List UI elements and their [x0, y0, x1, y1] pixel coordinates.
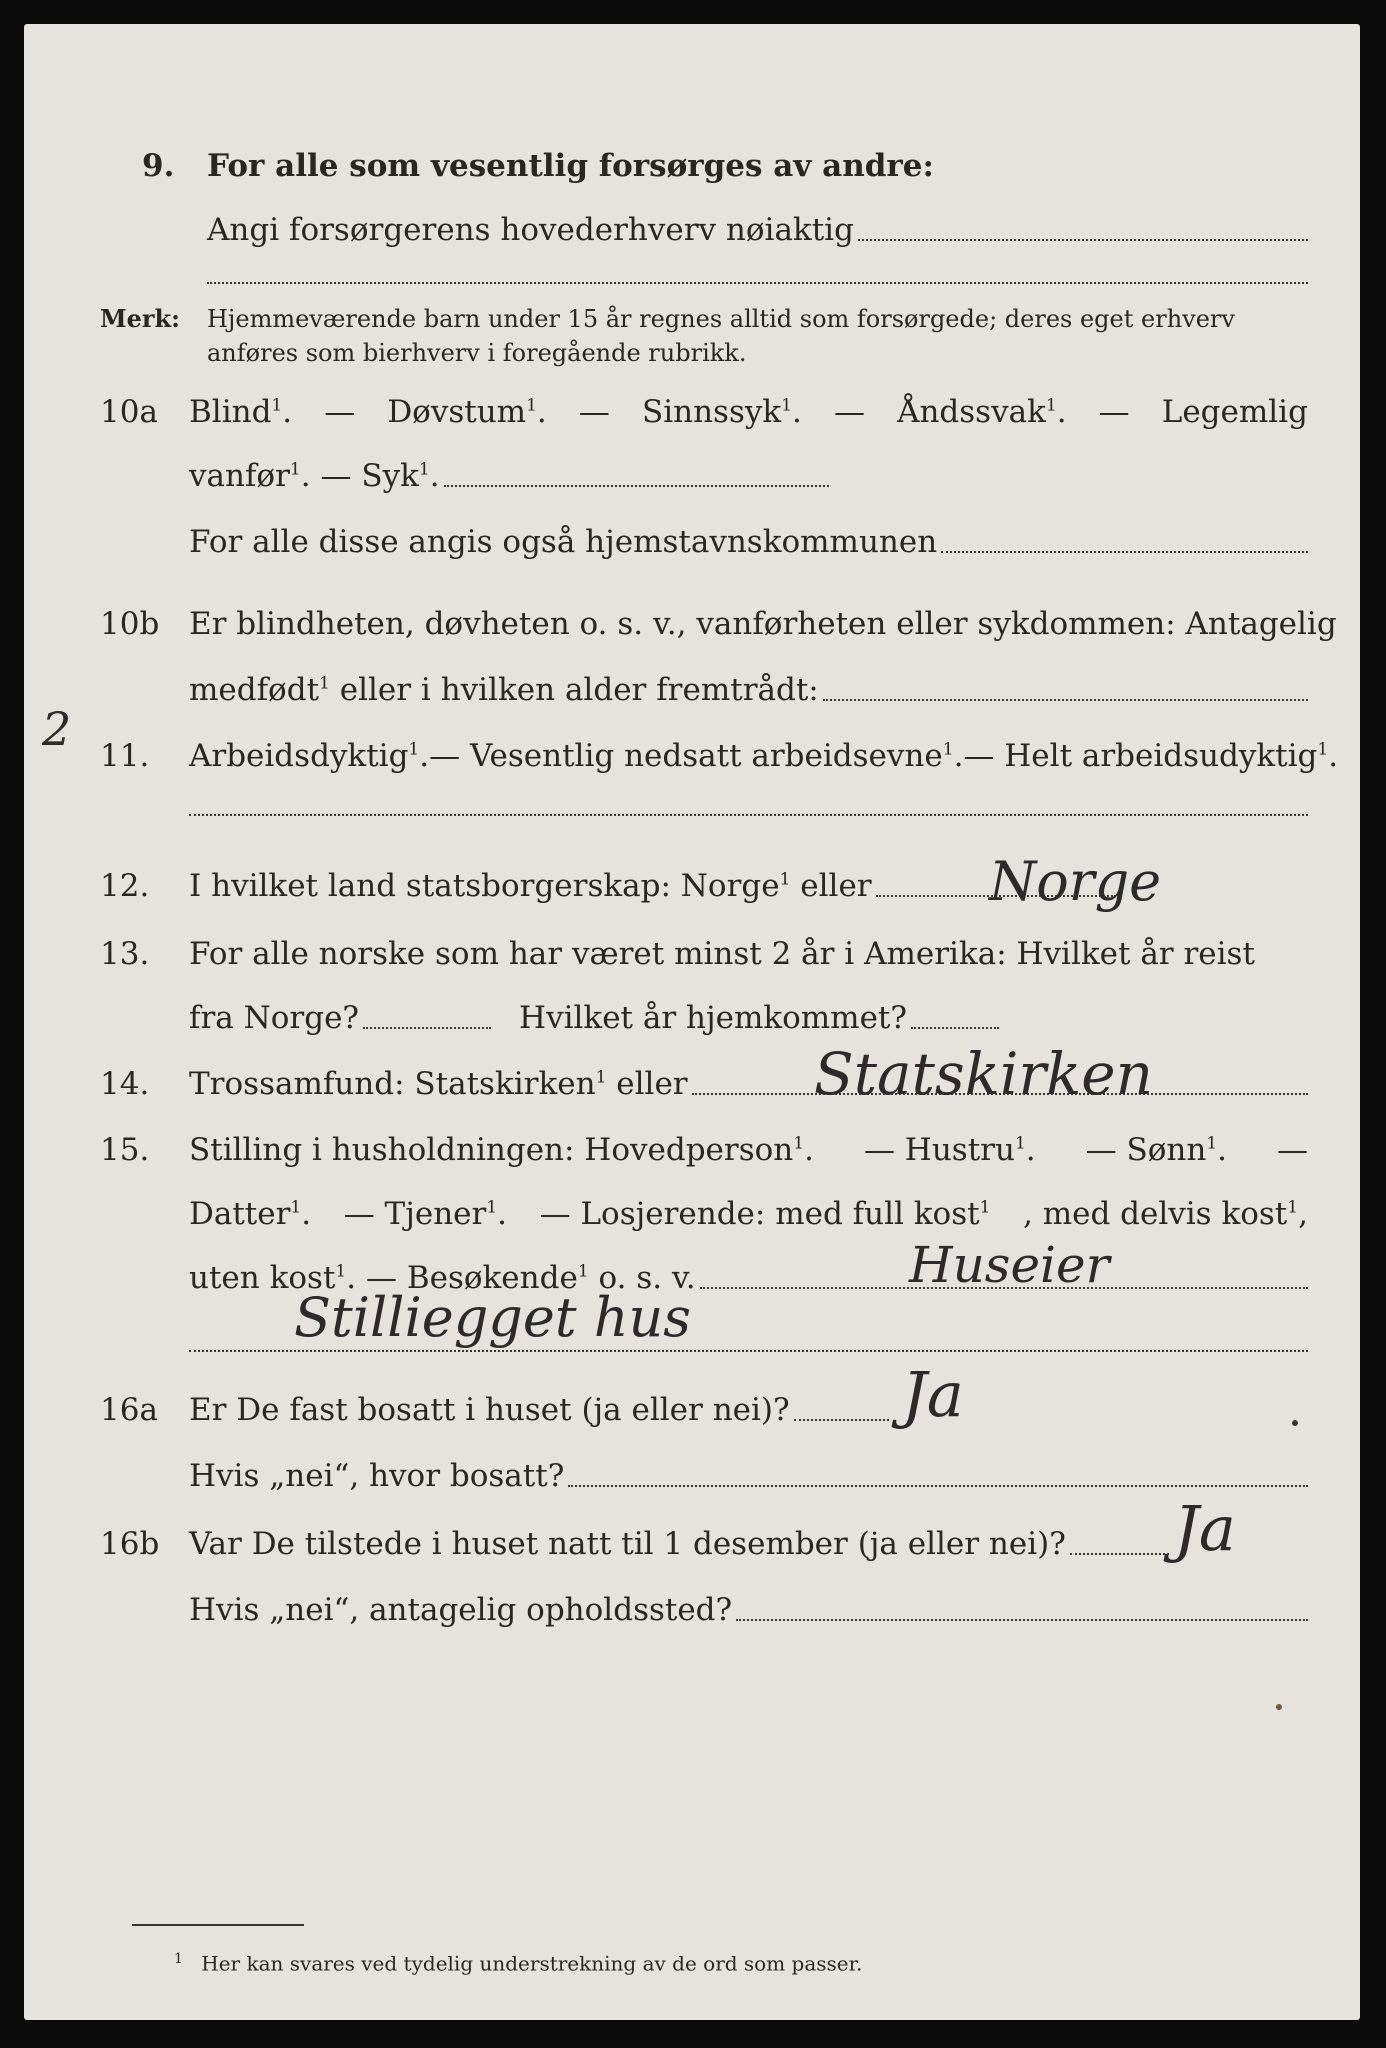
q10a-field[interactable]: vanfør$^1$. — Syk$^1$. — [189, 456, 829, 496]
q10b-answer-line — [823, 699, 1308, 701]
q12-handwritten-answer: Norge — [989, 850, 1162, 913]
option-losjerende-full-kost[interactable]: — Losjerende: med full kost$^1$ — [539, 1196, 991, 1232]
option-sinnssyk[interactable]: Sinnssyk$^1$. — [641, 394, 802, 430]
q16a-question: Er De fast bosatt i huset (ja eller nei)? — [189, 1392, 790, 1428]
q16b-opholdssted-line — [736, 1619, 1308, 1621]
q15-handwritten-answer-1: Huseier — [909, 1236, 1110, 1294]
q16b-opholdssted-field[interactable] — [189, 1590, 1308, 1630]
q13-reist-line — [363, 1027, 491, 1029]
footnote-text: Her kan svares ved tydelig understrekning av de ord som passer. — [201, 1951, 863, 1976]
q11-options — [189, 736, 1339, 776]
q11-number: 11. — [100, 738, 150, 774]
q16a-answer-line — [794, 1419, 889, 1421]
q9-field[interactable] — [207, 210, 1308, 250]
q16a-bosatt-question: Hvis „nei“, hvor bosatt? — [189, 1458, 565, 1494]
q11-answer-line — [189, 814, 1308, 816]
q9-answer-line-2 — [207, 282, 1308, 284]
option-hovedperson[interactable]: Stilling i husholdningen: Hovedperson$^1$. — [189, 1132, 814, 1168]
q9-title: For alle som vesentlig forsørges av andre: — [207, 148, 934, 184]
q15-number: 15. — [100, 1132, 150, 1168]
option-dovstum[interactable]: Døvstum$^1$. — [387, 394, 547, 430]
q15-osv: o. s. v. — [598, 1260, 696, 1296]
q10a-hjemstavn-line — [941, 551, 1308, 553]
q12-number: 12. — [100, 868, 150, 904]
footnote-mark: 1 — [174, 1951, 183, 1967]
q13-hjemkommet-question: Hvilket år hjemkommet? — [519, 1000, 908, 1036]
footnote-rule — [132, 1924, 304, 1926]
q15-handwritten-answer-2: Stilliegget hus — [294, 1286, 691, 1349]
q15-answer-line-2 — [189, 1350, 1308, 1352]
q15-options-2 — [189, 1194, 1308, 1234]
option-besokende: — Besøkende$^1$ — [365, 1260, 589, 1296]
q12-question: I hvilket land statsborgerskap: Norge$^1$ — [189, 868, 791, 904]
option-delvis-kost[interactable]: , med delvis kost$^1$, — [1023, 1196, 1308, 1232]
q13-hjemkommet-line — [911, 1027, 999, 1029]
paper-spot — [1276, 1704, 1282, 1710]
q10a-hjemstavn-question: For alle disse angis også hjemstavnskommunen — [189, 524, 938, 560]
q16b-number: 16b — [100, 1526, 160, 1562]
q14-eller: eller — [616, 1066, 688, 1102]
q10a-hjemstavn-field[interactable] — [189, 522, 1308, 562]
q12-eller: eller — [800, 868, 872, 904]
option-blind[interactable]: Blind$^1$. — [189, 394, 293, 430]
q16b-answer-line — [1070, 1553, 1169, 1555]
merk-label: Merk: — [100, 304, 180, 333]
q9-answer-line — [858, 239, 1308, 241]
census-form-page — [24, 24, 1360, 2020]
q10a-options: Blind$^1$. — Døvstum$^1$. — Sinnssyk$^1$. — Åndssvak$^1$. — Legemlig — [189, 394, 1308, 430]
ink-dot — [1292, 1420, 1298, 1426]
option-sonn[interactable]: — Sønn$^1$. — [1085, 1132, 1228, 1168]
q16a-bosatt-field[interactable] — [189, 1456, 1308, 1496]
q14-handwritten-answer: Statskirken — [814, 1040, 1153, 1108]
option-vesentlig-nedsatt[interactable]: — Vesentlig nedsatt arbeidsevne$^1$. — [429, 738, 964, 774]
q10b-number: 10b — [100, 606, 160, 642]
footnote — [174, 1946, 862, 1977]
option-arbeidsdyktig[interactable]: Arbeidsdyktig$^1$. — [189, 738, 430, 774]
q16a-handwritten-answer: Ja — [902, 1358, 964, 1431]
q13-number: 13. — [100, 936, 150, 972]
option-helt-arbeidsudyktig[interactable]: — Helt arbeidsudyktig$^1$. — [963, 738, 1339, 774]
q9-number: 9. — [142, 148, 175, 184]
q16b-question: Var De tilstede i huset natt til 1 desember (ja eller nei)? — [189, 1526, 1066, 1562]
option-hustru[interactable]: — Hustru$^1$. — [863, 1132, 1036, 1168]
option-syk: Syk$^1$. — [361, 458, 440, 494]
q10a-number: 10a — [100, 394, 158, 430]
option-tjener[interactable]: — Tjener$^1$. — [343, 1196, 508, 1232]
q16b-handwritten-answer: Ja — [1174, 1492, 1236, 1565]
q10a-answer-line — [444, 485, 829, 487]
q14-number: 14. — [100, 1066, 150, 1102]
option-legemlig[interactable]: Legemlig — [1161, 394, 1308, 430]
option-datter[interactable]: Datter$^1$. — [189, 1196, 312, 1232]
merk-text-2: anføres som bierhverv i foregående rubrikk. — [207, 339, 747, 367]
q15-options-1: Stilling i husholdningen: Hovedperson$^1$. — Hustru$^1$. — Sønn$^1$. — — [189, 1132, 1308, 1168]
option-vanfor: vanfør$^1$. — [189, 458, 311, 494]
q13-reist-question: fra Norge? — [189, 1000, 360, 1036]
option-andssvak[interactable]: Åndssvak$^1$. — [897, 394, 1067, 430]
q10b-question-2: eller i hvilken alder fremtrådt: — [339, 672, 819, 708]
q9-question: Angi forsørgerens hovederhverv nøiaktig — [207, 212, 854, 248]
q14-question: Trossamfund: Statskirken$^1$ — [189, 1066, 607, 1102]
merk-text-1: Hjemmeværende barn under 15 år regnes alltid som forsørgede; deres eget erhverv — [207, 305, 1235, 333]
option-uten-kost: uten kost$^1$. — [189, 1260, 357, 1296]
q16b-opholdssted-question: Hvis „nei“, antagelig opholdssted? — [189, 1592, 733, 1628]
q10b-question: Er blindheten, døvheten o. s. v., vanførheten eller sykdommen: Antagelig — [189, 606, 1337, 642]
option-medfodt: medfødt$^1$ — [189, 672, 330, 708]
q11-margin-mark: 2 — [42, 702, 72, 756]
q16a-number: 16a — [100, 1392, 158, 1428]
q16b-field[interactable] — [189, 1524, 1169, 1564]
q13-question: For alle norske som har været minst 2 år i Amerika: Hvilket år reist — [189, 936, 1255, 972]
q16a-field[interactable] — [189, 1390, 889, 1430]
q16a-bosatt-line — [568, 1485, 1308, 1487]
q10b-field[interactable] — [189, 670, 1308, 710]
q13-fields[interactable] — [189, 998, 999, 1038]
